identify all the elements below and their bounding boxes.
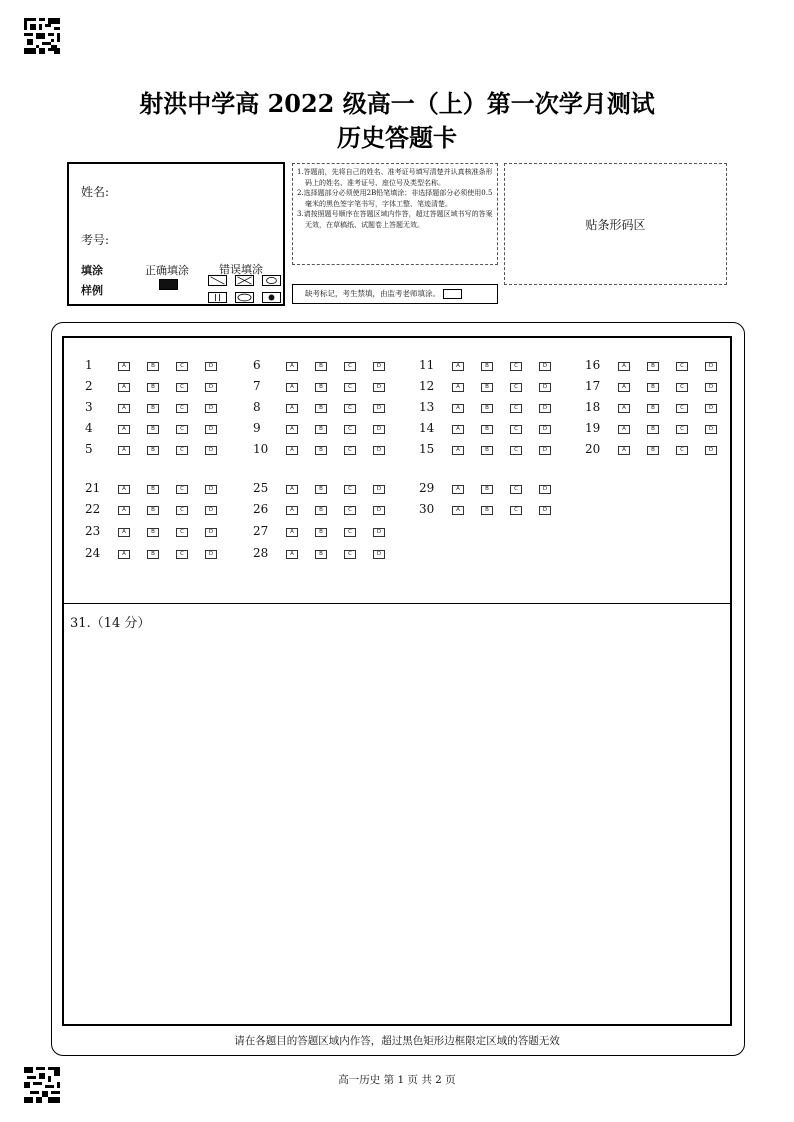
option-bubble-d[interactable]: D (205, 528, 217, 537)
option-bubble-b[interactable]: B (147, 485, 159, 494)
option-bubble-d[interactable]: D (205, 362, 217, 371)
option-bubble-c[interactable]: C (676, 425, 688, 434)
option-bubble-a[interactable]: A (118, 404, 130, 413)
option-bubble-b[interactable]: B (147, 383, 159, 392)
option-bubble-d[interactable]: D (205, 485, 217, 494)
option-bubble-d[interactable]: D (373, 383, 385, 392)
option-bubble-c[interactable]: C (344, 550, 356, 559)
option-bubble-c[interactable]: C (176, 528, 188, 537)
option-bubble-d[interactable]: D (373, 550, 385, 559)
option-bubble-a[interactable]: A (618, 446, 630, 455)
wrong-fill-slash-mark (208, 275, 227, 286)
option-bubble-a[interactable]: A (618, 404, 630, 413)
option-bubble-a[interactable]: A (286, 446, 298, 455)
absent-mark-row (292, 284, 498, 304)
option-bubble-b[interactable]: B (315, 506, 327, 515)
option-bubble-c[interactable]: C (510, 485, 522, 494)
option-bubble-a[interactable]: A (452, 383, 464, 392)
option-bubble-a[interactable]: A (118, 446, 130, 455)
option-bubble-c[interactable]: C (344, 446, 356, 455)
wrong-fill-dot-mark (262, 292, 281, 303)
option-bubble-d[interactable]: D (705, 362, 717, 371)
question-number: 12 (419, 379, 435, 393)
option-bubble-b[interactable]: B (647, 425, 659, 434)
option-bubble-c[interactable]: C (176, 446, 188, 455)
page-footer: 高一历史 第 1 页 共 2 页 (338, 1074, 456, 1086)
option-bubble-c[interactable]: C (510, 383, 522, 392)
option-bubble-d[interactable]: D (205, 383, 217, 392)
option-bubble-a[interactable]: A (118, 528, 130, 537)
option-bubble-c[interactable]: C (510, 404, 522, 413)
option-bubble-a[interactable]: A (618, 362, 630, 371)
barcode-label: 贴条形码区 (585, 217, 646, 232)
instructions-box (292, 163, 498, 265)
option-bubble-d[interactable]: D (539, 404, 551, 413)
option-bubble-a[interactable]: A (118, 425, 130, 434)
option-bubble-a[interactable]: A (118, 362, 130, 371)
option-bubble-d[interactable]: D (539, 485, 551, 494)
option-bubble-b[interactable]: B (647, 404, 659, 413)
option-bubble-b[interactable]: B (647, 446, 659, 455)
option-bubble-c[interactable]: C (344, 404, 356, 413)
option-bubble-c[interactable]: C (510, 446, 522, 455)
question-number: 29 (419, 481, 435, 495)
option-bubble-c[interactable]: C (676, 446, 688, 455)
option-bubble-d[interactable]: D (539, 506, 551, 515)
option-bubble-a[interactable]: A (452, 362, 464, 371)
option-bubble-b[interactable]: B (147, 404, 159, 413)
absent-mark-note: 缺考标记，考生禁填，由监考老师填涂。 (305, 289, 440, 298)
barcode-area (504, 163, 727, 285)
option-bubble-b[interactable]: B (481, 425, 493, 434)
option-bubble-d[interactable]: D (539, 425, 551, 434)
question-number: 28 (253, 546, 269, 560)
option-bubble-b[interactable]: B (481, 383, 493, 392)
question-number: 5 (85, 442, 93, 456)
option-bubble-c[interactable]: C (176, 383, 188, 392)
option-bubble-a[interactable]: A (286, 383, 298, 392)
option-bubble-b[interactable]: B (647, 383, 659, 392)
option-bubble-a[interactable]: A (452, 446, 464, 455)
option-bubble-c[interactable]: C (510, 362, 522, 371)
option-bubble-d[interactable]: D (705, 425, 717, 434)
correct-fill-mark (159, 279, 178, 290)
option-bubble-b[interactable]: B (315, 550, 327, 559)
question-number: 22 (85, 502, 101, 516)
question-number: 1 (85, 358, 93, 372)
question-number: 26 (253, 502, 269, 516)
question-31-label: 31.（14 分） (70, 616, 151, 631)
option-bubble-d[interactable]: D (373, 425, 385, 434)
option-bubble-d[interactable]: D (205, 446, 217, 455)
option-bubble-d[interactable]: D (373, 404, 385, 413)
option-bubble-b[interactable]: B (647, 362, 659, 371)
question-number: 11 (419, 358, 435, 372)
option-bubble-d[interactable]: D (539, 362, 551, 371)
question-number: 6 (253, 358, 261, 372)
question-number: 10 (253, 442, 269, 456)
option-bubble-b[interactable]: B (481, 404, 493, 413)
option-bubble-c[interactable]: C (676, 383, 688, 392)
wrong-fill-label: 错误填涂 (219, 263, 263, 276)
wrong-fill-circle-mark (262, 275, 281, 286)
question-number: 17 (585, 379, 601, 393)
question-number: 30 (419, 502, 435, 516)
option-bubble-a[interactable]: A (286, 506, 298, 515)
question-number: 13 (419, 400, 435, 414)
wrong-fill-cross-mark (235, 275, 254, 286)
option-bubble-c[interactable]: C (176, 425, 188, 434)
wrong-fill-oval-mark (235, 292, 254, 303)
option-bubble-d[interactable]: D (705, 404, 717, 413)
option-bubble-a[interactable]: A (286, 485, 298, 494)
option-bubble-d[interactable]: D (539, 446, 551, 455)
option-bubble-a[interactable]: A (286, 425, 298, 434)
option-bubble-a[interactable]: A (286, 404, 298, 413)
question-number: 14 (419, 421, 435, 435)
option-bubble-c[interactable]: C (344, 425, 356, 434)
option-bubble-b[interactable]: B (147, 446, 159, 455)
option-bubble-b[interactable]: B (315, 362, 327, 371)
option-bubble-d[interactable]: D (373, 446, 385, 455)
wrong-fill-bars-mark (208, 292, 227, 303)
option-bubble-d[interactable]: D (373, 528, 385, 537)
option-bubble-a[interactable]: A (452, 506, 464, 515)
question-number: 19 (585, 421, 601, 435)
option-bubble-b[interactable]: B (315, 404, 327, 413)
option-bubble-d[interactable]: D (539, 383, 551, 392)
option-bubble-b[interactable]: B (481, 506, 493, 515)
option-bubble-a[interactable]: A (286, 550, 298, 559)
option-bubble-b[interactable]: B (147, 425, 159, 434)
option-bubble-c[interactable]: C (344, 528, 356, 537)
question-number: 7 (253, 379, 261, 393)
option-bubble-b[interactable]: B (147, 550, 159, 559)
option-bubble-d[interactable]: D (373, 485, 385, 494)
option-bubble-a[interactable]: A (286, 528, 298, 537)
option-bubble-b[interactable]: B (481, 362, 493, 371)
option-bubble-a[interactable]: A (452, 425, 464, 434)
question-number: 8 (253, 400, 261, 414)
option-bubble-c[interactable]: C (676, 362, 688, 371)
option-bubble-b[interactable]: B (481, 446, 493, 455)
question-number: 24 (85, 546, 101, 560)
option-bubble-a[interactable]: A (118, 506, 130, 515)
option-bubble-c[interactable]: C (510, 425, 522, 434)
question-number: 16 (585, 358, 601, 372)
question-number: 3 (85, 400, 93, 414)
instruction-item-3: 3.请按照题号顺序在答题区域内作答，超过答题区域书写的答案无效，在草稿纸、试题卷上答题无效。 (297, 210, 493, 229)
option-bubble-a[interactable]: A (618, 383, 630, 392)
exam-number-label: 考号: (81, 233, 110, 247)
option-bubble-b[interactable]: B (147, 362, 159, 371)
option-bubble-a[interactable]: A (118, 485, 130, 494)
option-bubble-c[interactable]: C (510, 506, 522, 515)
option-bubble-a[interactable]: A (618, 425, 630, 434)
option-bubble-d[interactable]: D (205, 550, 217, 559)
option-bubble-c[interactable]: C (676, 404, 688, 413)
qr-code-top (24, 18, 60, 54)
option-bubble-a[interactable]: A (286, 362, 298, 371)
fill-example-label-1: 填涂 (81, 264, 103, 277)
option-bubble-b[interactable]: B (315, 383, 327, 392)
option-bubble-b[interactable]: B (315, 446, 327, 455)
question-number: 18 (585, 400, 601, 414)
option-bubble-b[interactable]: B (147, 528, 159, 537)
option-bubble-c[interactable]: C (344, 485, 356, 494)
question-number: 15 (419, 442, 435, 456)
option-bubble-c[interactable]: C (344, 362, 356, 371)
option-bubble-b[interactable]: B (315, 485, 327, 494)
question-number: 23 (85, 524, 101, 538)
option-bubble-b[interactable]: B (147, 506, 159, 515)
answer-sheet-title: 历史答题卡 (337, 123, 457, 152)
instruction-item-1: 1.答题前，先将自己的姓名、准考证号填写清楚并认真核准条形码上的姓名、准考证号、座位号及类型名称。 (297, 168, 493, 187)
exam-title: 射洪中学高 2022 级高一（上）第一次学月测试 (139, 89, 655, 118)
option-bubble-d[interactable]: D (705, 446, 717, 455)
option-bubble-c[interactable]: C (176, 404, 188, 413)
instruction-item-2: 2.选择题部分必须使用2B铅笔填涂；非选择题部分必须使用0.5毫米的黑色签字笔书写，字体工整、笔迹清楚。 (297, 189, 493, 208)
option-bubble-c[interactable]: C (176, 506, 188, 515)
question-number: 20 (585, 442, 601, 456)
option-bubble-c[interactable]: C (344, 506, 356, 515)
question-number: 27 (253, 524, 269, 538)
fill-example-label-2: 样例 (81, 284, 103, 297)
absent-mark-box[interactable] (443, 289, 462, 299)
option-bubble-a[interactable]: A (118, 383, 130, 392)
answer-area-inner-frame (62, 336, 732, 1026)
option-bubble-d[interactable]: D (373, 362, 385, 371)
option-bubble-a[interactable]: A (118, 550, 130, 559)
question-number: 25 (253, 481, 269, 495)
option-bubble-c[interactable]: C (176, 485, 188, 494)
option-bubble-a[interactable]: A (452, 404, 464, 413)
option-bubble-b[interactable]: B (315, 528, 327, 537)
section-divider (62, 603, 732, 604)
option-bubble-d[interactable]: D (205, 404, 217, 413)
question-number: 4 (85, 421, 93, 435)
student-info-box (67, 162, 285, 306)
option-bubble-c[interactable]: C (176, 550, 188, 559)
option-bubble-b[interactable]: B (315, 425, 327, 434)
option-bubble-d[interactable]: D (205, 425, 217, 434)
question-number: 9 (253, 421, 261, 435)
option-bubble-d[interactable]: D (705, 383, 717, 392)
question-number: 2 (85, 379, 93, 393)
option-bubble-d[interactable]: D (205, 506, 217, 515)
correct-fill-label: 正确填涂 (145, 264, 189, 277)
option-bubble-d[interactable]: D (373, 506, 385, 515)
option-bubble-c[interactable]: C (176, 362, 188, 371)
name-label: 姓名: (81, 185, 110, 199)
question-number: 21 (85, 481, 101, 495)
option-bubble-b[interactable]: B (481, 485, 493, 494)
option-bubble-c[interactable]: C (344, 383, 356, 392)
answer-area-note: 请在各题目的答题区域内作答，超过黑色矩形边框限定区域的答题无效 (234, 1035, 560, 1047)
option-bubble-a[interactable]: A (452, 485, 464, 494)
